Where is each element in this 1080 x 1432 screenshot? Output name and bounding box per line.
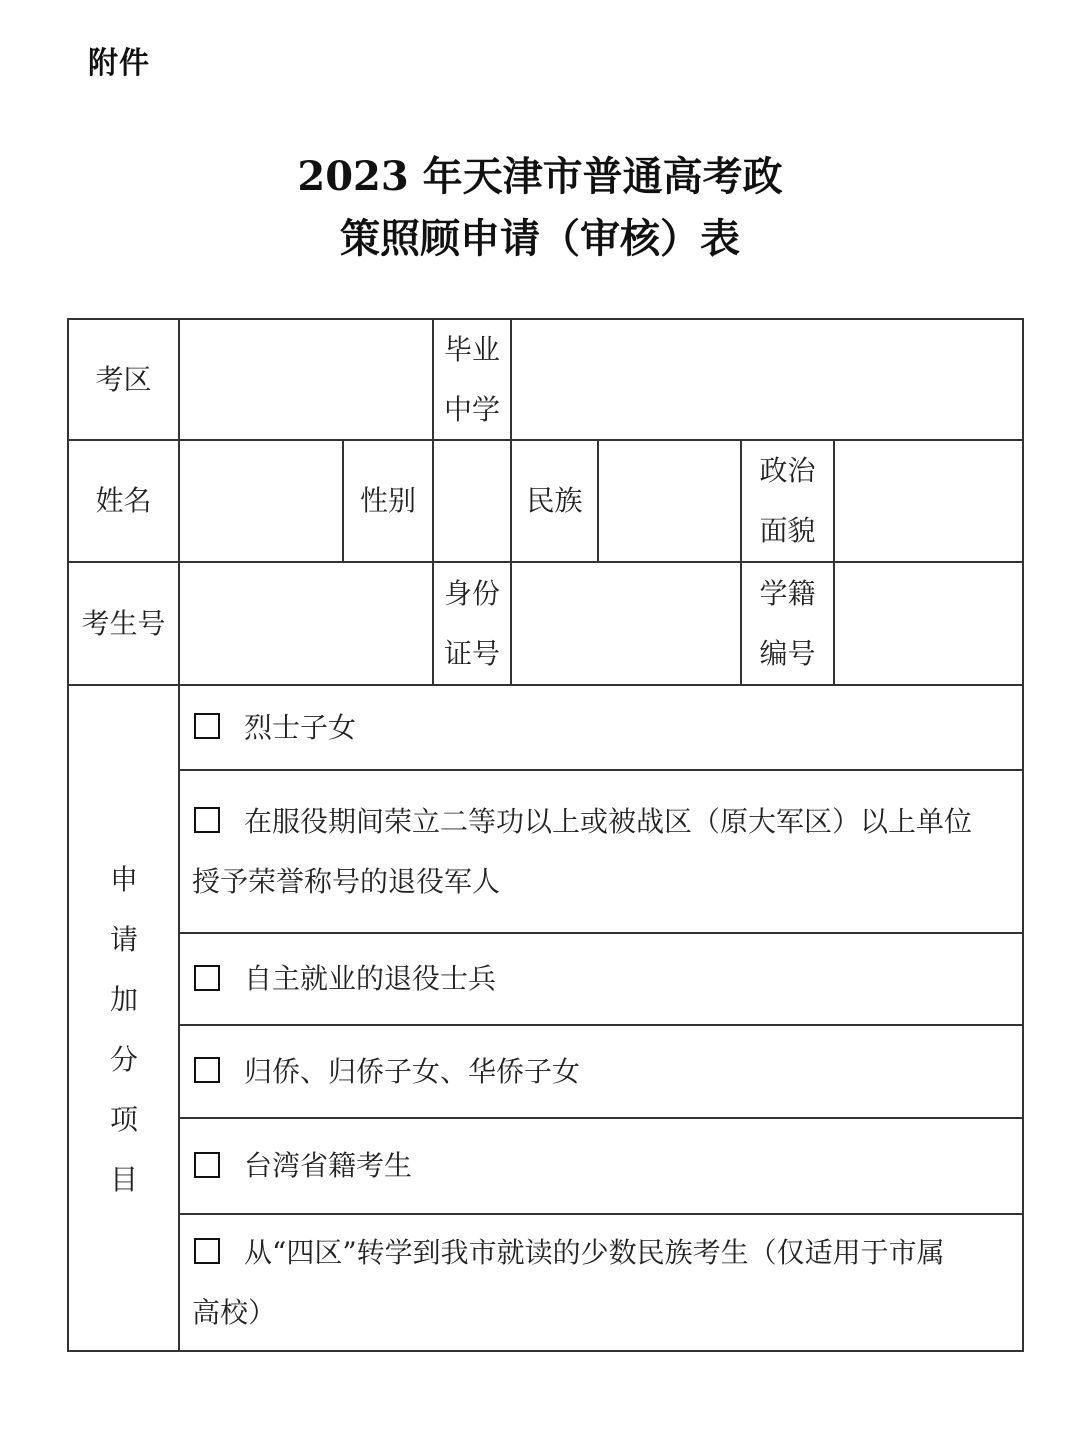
table-border-bottom [67,1350,1024,1352]
bonus-items-section-label [70,850,178,1210]
name-field[interactable] [180,441,342,561]
ethnicity-field[interactable] [599,441,740,561]
gender-label: 性别 [359,484,416,517]
attachment-label: 附件 [88,46,150,81]
id-number-label-line-2: 证号 [443,636,500,670]
name-label: 姓名 [95,484,152,517]
option-meritorious-veterans[interactable] [180,771,1022,932]
student-id-label-line-1: 学籍 [759,576,816,610]
option-four-regions-minority[interactable] [180,1215,1022,1350]
section-char: 申 [109,863,138,896]
option-label: 在服役期间荣立二等功以上或被战区（原大军区）以上单位 [244,804,973,838]
id-number-label [434,563,510,684]
student-id-field[interactable] [835,563,1022,684]
exam-area-label: 考区 [95,362,152,396]
political-status-label-line-1: 政治 [759,454,816,487]
checkbox[interactable] [194,807,220,833]
option-label: 台湾省籍考生 [244,1149,413,1182]
option-label: 烈士子女 [244,710,357,744]
option-label: 自主就业的退役士兵 [244,962,497,995]
graduate-school-label [434,320,510,439]
student-id-label [742,563,833,684]
option-taiwan-origin[interactable] [180,1119,1022,1213]
ethnicity-label: 民族 [526,484,583,517]
exam-number-field[interactable] [180,563,432,684]
student-id-label-line-2: 编号 [759,636,816,670]
section-char: 目 [109,1163,138,1196]
section-char: 请 [109,923,138,956]
section-char: 加 [109,983,138,1016]
option-label: 从“四区”转学到我市就读的少数民族考生（仅适用于市属 [244,1235,945,1269]
section-char: 分 [109,1043,138,1076]
option-label-line-2: 高校） [192,1295,277,1329]
option-martyr-children[interactable] [180,686,1022,769]
political-status-field[interactable] [835,441,1022,561]
graduate-school-field[interactable] [512,320,1022,439]
section-char: 项 [109,1103,138,1136]
option-label: 归侨、归侨子女、华侨子女 [244,1054,581,1088]
option-returned-overseas-chinese[interactable] [180,1026,1022,1117]
graduate-school-label-line-1: 毕业 [443,332,500,366]
checkbox[interactable] [194,1238,220,1264]
checkbox[interactable] [194,1152,220,1178]
option-self-employed-veterans[interactable] [180,934,1022,1024]
gender-field[interactable] [434,441,510,561]
option-label-line-2: 授予荣誉称号的退役军人 [192,864,501,898]
exam-area-field[interactable] [180,320,432,439]
form-title-line-1: 2023 年天津市普通高考政 [297,153,783,200]
political-status-label [742,441,833,561]
political-status-label-line-2: 面貌 [759,514,816,547]
checkbox[interactable] [194,965,220,991]
checkbox[interactable] [194,1057,220,1083]
id-number-field[interactable] [512,563,740,684]
checkbox[interactable] [194,713,220,739]
graduate-school-label-line-2: 中学 [443,392,500,426]
table-border-right [1022,318,1024,1352]
form-title-line-2: 策照顾申请（审核）表 [340,215,740,262]
exam-number-label: 考生号 [81,606,166,640]
id-number-label-line-1: 身份 [443,576,500,610]
